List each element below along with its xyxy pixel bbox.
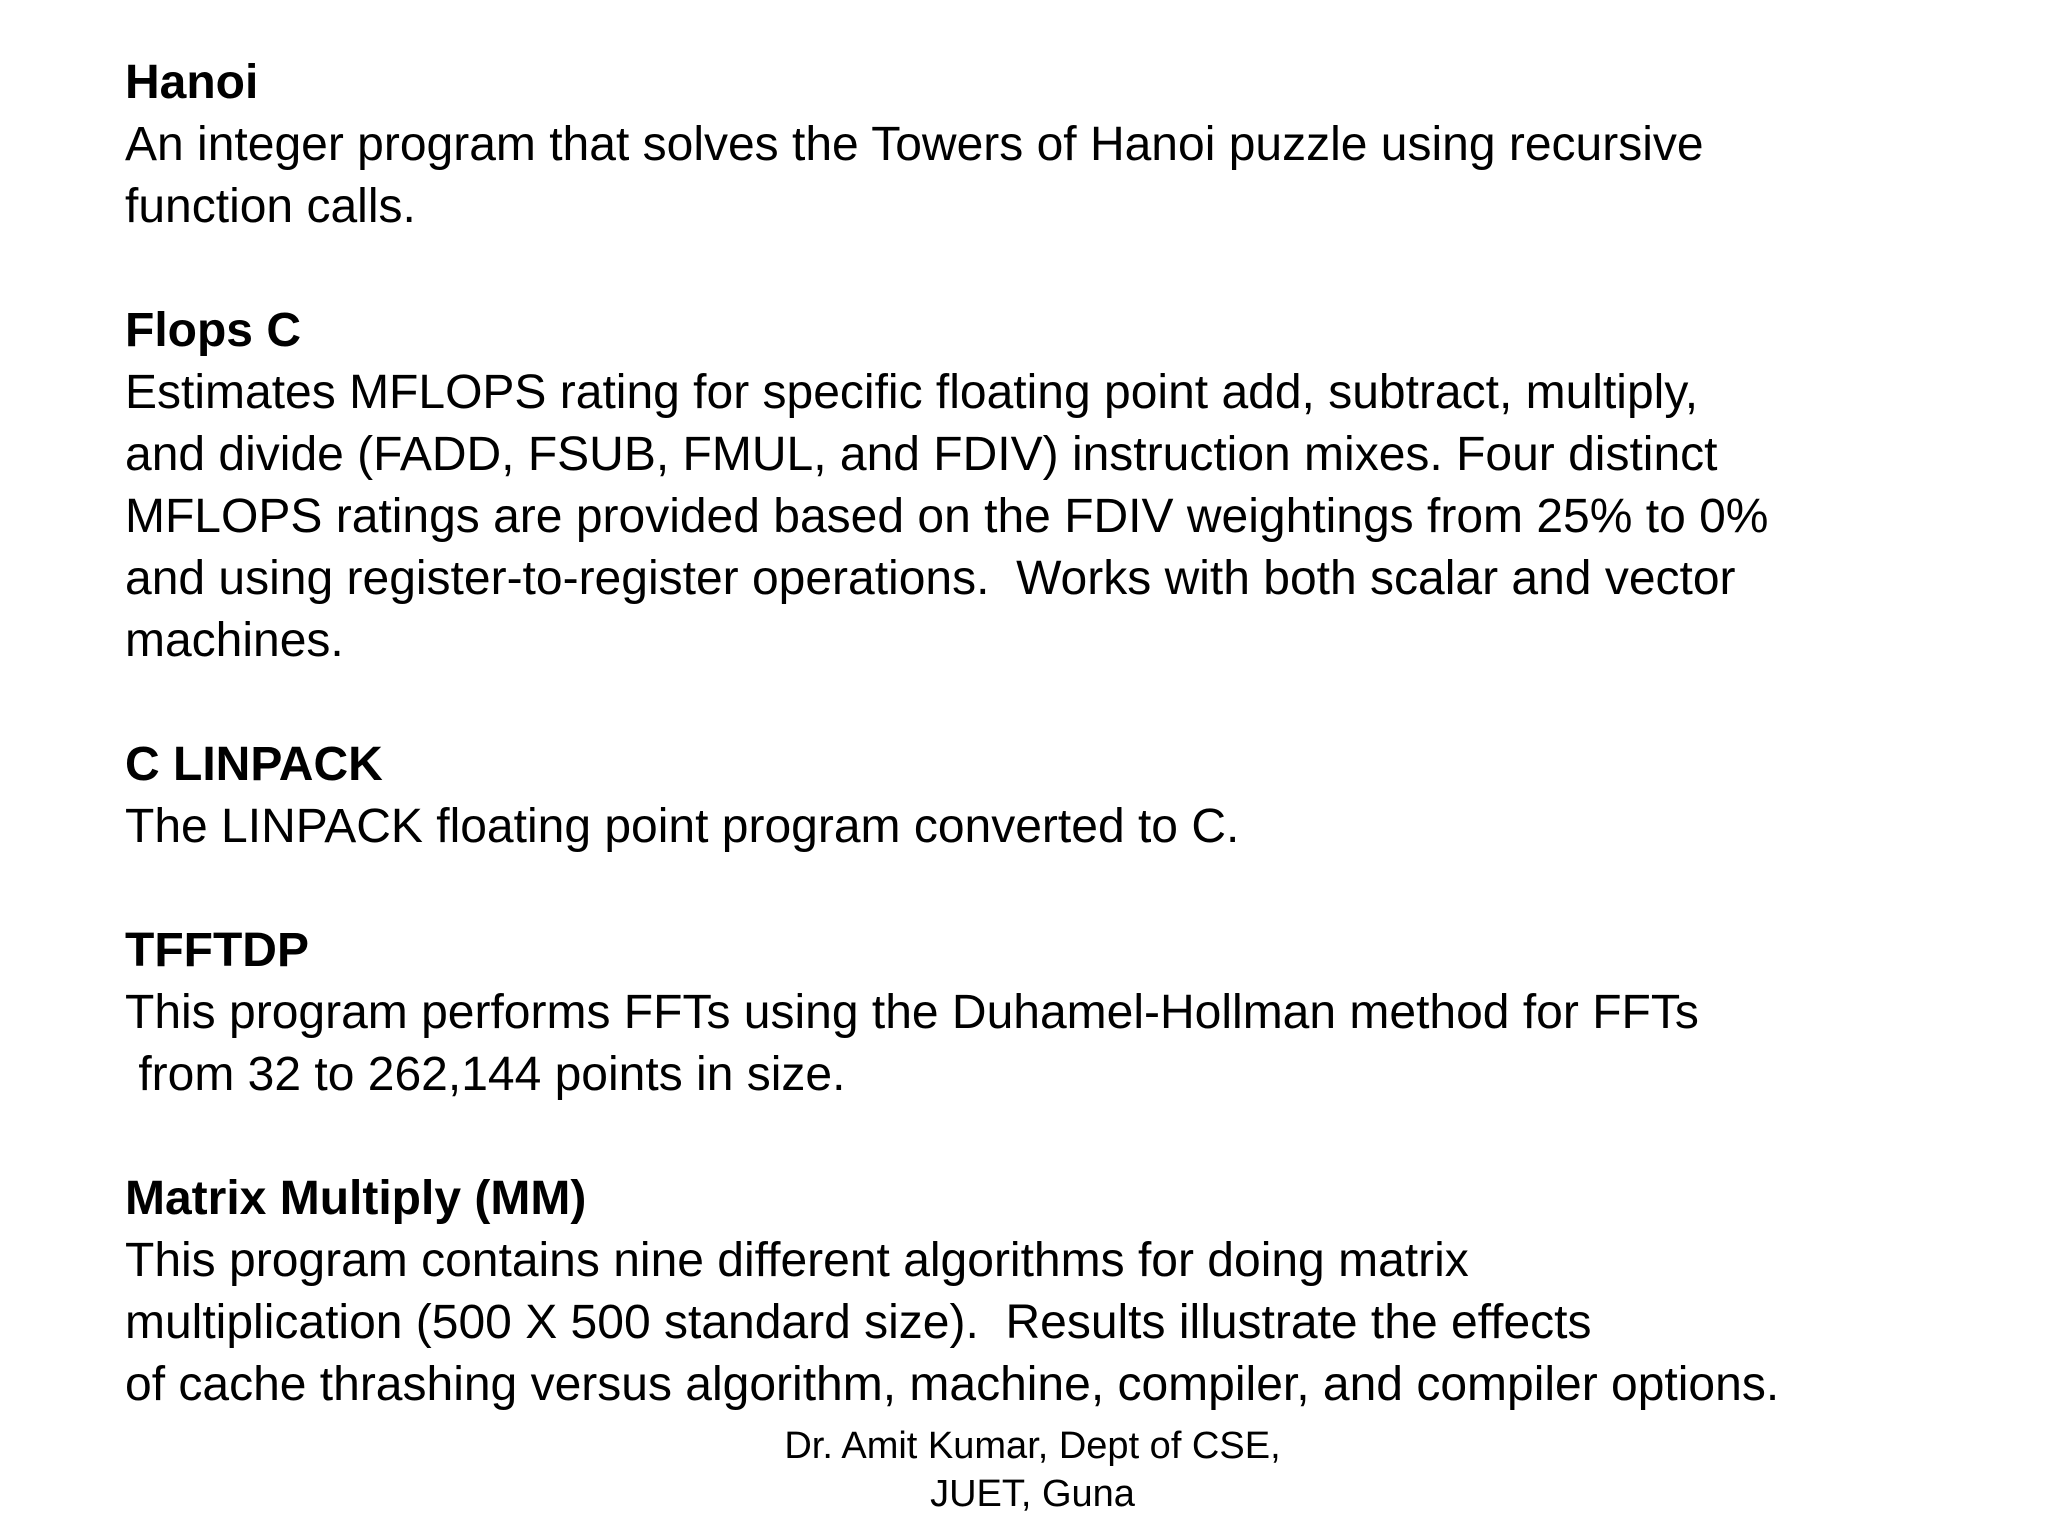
- section-heading: Flops C: [125, 304, 301, 357]
- slide-footer: [0, 1422, 2048, 1518]
- section-text-line: This program performs FFTs using the Duhamel-Hollman method for FFTs: [125, 986, 1699, 1039]
- section-heading: C LINPACK: [125, 738, 383, 791]
- section-text-line: Estimates MFLOPS rating for specific floating point add, subtract, multiply,: [125, 366, 1699, 419]
- section-tfftdp: [125, 920, 2005, 1106]
- section-text-line: from 32 to 262,144 points in size.: [125, 1048, 846, 1101]
- section-hanoi: [125, 52, 2005, 238]
- section-text-line: The LINPACK floating point program converted to C.: [125, 800, 1240, 853]
- section-matrix-multiply: [125, 1168, 2005, 1416]
- section-text-line: MFLOPS ratings are provided based on the FDIV weightings from 25% to 0%: [125, 490, 1769, 543]
- section-text-line: and divide (FADD, FSUB, FMUL, and FDIV) instruction mixes. Four distinct: [125, 428, 1718, 481]
- section-heading: Matrix Multiply (MM): [125, 1172, 587, 1225]
- section-flops-c: [125, 300, 2005, 672]
- section-heading: TFFTDP: [125, 924, 309, 977]
- section-text-line: This program contains nine different algorithms for doing matrix: [125, 1234, 1469, 1287]
- section-text-line: machines.: [125, 614, 344, 667]
- section-text-line: and using register-to-register operations. Works with both scalar and vector: [125, 552, 1736, 605]
- section-c-linpack: [125, 734, 2005, 858]
- section-text-line: of cache thrashing versus algorithm, machine, compiler, and compiler options.: [125, 1358, 1780, 1411]
- slide-content: [125, 52, 2005, 1478]
- footer-author-line: Dr. Amit Kumar, Dept of CSE,: [784, 1425, 1281, 1467]
- section-text-line: function calls.: [125, 180, 416, 233]
- footer-institution-line: JUET, Guna: [930, 1473, 1135, 1515]
- section-heading: Hanoi: [125, 56, 259, 109]
- section-text-line: multiplication (500 X 500 standard size). Results illustrate the effects: [125, 1296, 1592, 1349]
- section-text-line: An integer program that solves the Towers of Hanoi puzzle using recursive: [125, 118, 1704, 171]
